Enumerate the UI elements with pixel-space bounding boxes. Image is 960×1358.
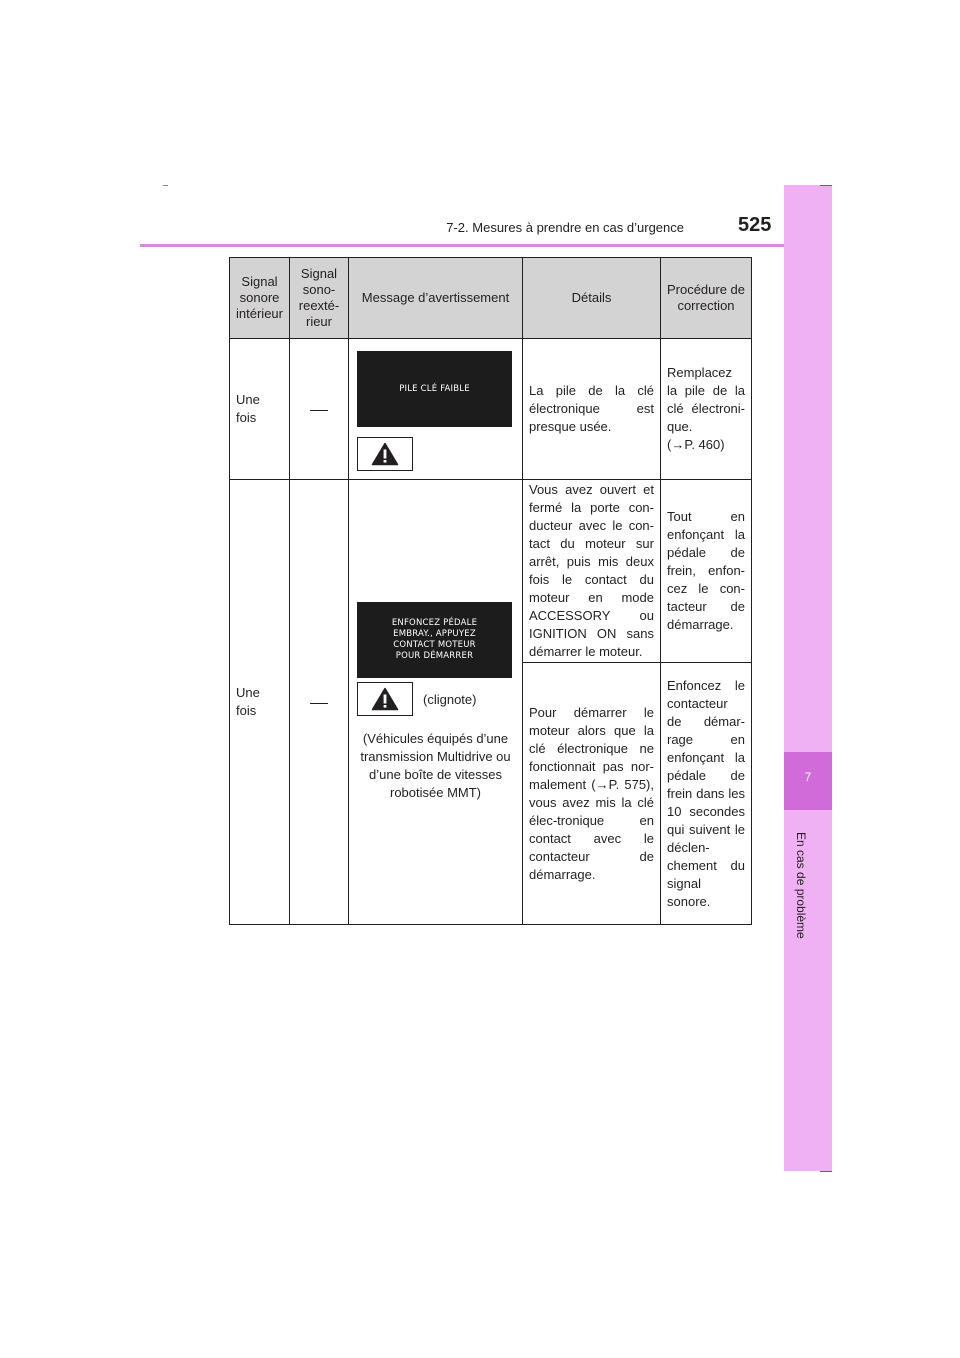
tab-edge-mark [820, 1171, 832, 1172]
chapter-number: 7 [804, 770, 812, 784]
screen-line: ENFONCEZ PÉDALE [391, 618, 478, 628]
screen-line: CONTACT MOTEUR [393, 640, 476, 650]
procedure-line: Remplacez [667, 365, 733, 380]
warning-messages-table [229, 257, 752, 925]
exterior-cell [290, 339, 349, 480]
chapter-side-tab [784, 185, 832, 1171]
warning-triangle-icon [357, 682, 413, 716]
page-number: 525 [738, 214, 772, 236]
procedure-text [661, 364, 751, 454]
header-label: Signal sono-reexté-rieur [298, 266, 340, 329]
procedure-line: (→P. 460) [667, 437, 725, 452]
message-cell [349, 339, 523, 480]
details-cell [523, 663, 661, 925]
header-procedure [661, 258, 752, 339]
table-row [230, 339, 752, 480]
details-text: Vous avez ouvert et fermé la porte con-ducteur avec le con-tact du moteur sur arrêt, puis mis deux fois le contact du moteur en mode ACCESSORY ou IGNITION ON sans démarrer le moteur. [529, 482, 654, 659]
procedure-line: la pile de la [667, 383, 745, 398]
header-label: Procédure de correction [666, 282, 746, 313]
interior-cell [230, 339, 290, 480]
procedure-line: que. [667, 419, 693, 434]
tab-edge-mark [820, 185, 832, 186]
display-screen [357, 602, 512, 678]
screen-line: EMBRAY., APPUYEZ [393, 629, 476, 639]
interior-cell [230, 480, 290, 925]
warning-indicator [357, 682, 522, 716]
message-cell [349, 480, 523, 925]
procedure-text: Enfoncez le contacteur de démar-rage en enfonçant la pédale de frein dans les 10 secondes qui suivent le déclen-chement du signal sonore. [667, 677, 745, 909]
header-interior-buzzer [230, 258, 290, 339]
details-cell [523, 339, 661, 480]
interior-value: Une fois [236, 392, 260, 425]
dash-mark [310, 703, 328, 704]
header-details [523, 258, 661, 339]
blink-label: (clignote) [423, 691, 477, 707]
crop-mark [163, 185, 168, 186]
screen-text: PILE CLÉ FAIBLE [399, 383, 470, 394]
table-header-row [230, 258, 752, 339]
procedure-cell [661, 339, 752, 480]
procedure-line: clé électroni- [667, 401, 745, 416]
details-text: La pile de la clé électronique est presque usée. [529, 383, 654, 434]
header-label: Signal sonore intérieur [236, 274, 283, 321]
dash-mark [310, 410, 328, 411]
vehicle-note: (Véhicules équipés d’une transmission Multidrive ou d’une boîte de vitesses robotisée MMT) [360, 731, 511, 800]
interior-value: Une fois [236, 685, 260, 718]
procedure-cell [661, 480, 752, 663]
header-exterior-buzzer [290, 258, 349, 339]
header-label: Détails [571, 290, 612, 305]
chapter-title: En cas de problème [794, 832, 808, 939]
details-cell [523, 480, 661, 663]
section-title: 7-2. Mesures à prendre en cas d’urgence [446, 220, 684, 235]
warning-triangle-icon [357, 437, 413, 471]
display-screen [357, 351, 512, 427]
screen-line: POUR DÉMARRER [395, 651, 474, 661]
header-warning-message [349, 258, 523, 339]
procedure-text: Tout en enfonçant la pédale de frein, enfon-cez le con-tacteur de démarrage. [667, 509, 745, 632]
exterior-cell [290, 480, 349, 925]
table-row [230, 480, 752, 663]
procedure-cell [661, 663, 752, 925]
header-divider [140, 244, 832, 247]
details-text: Pour démarrer le moteur alors que la clé électronique ne fonctionnait pas nor-malement (→P. 575), vous avez mis la clé élec-tronique en contact avec le contacteur de démarrage. [529, 704, 654, 882]
header-label: Message d’avertissement [361, 290, 510, 305]
